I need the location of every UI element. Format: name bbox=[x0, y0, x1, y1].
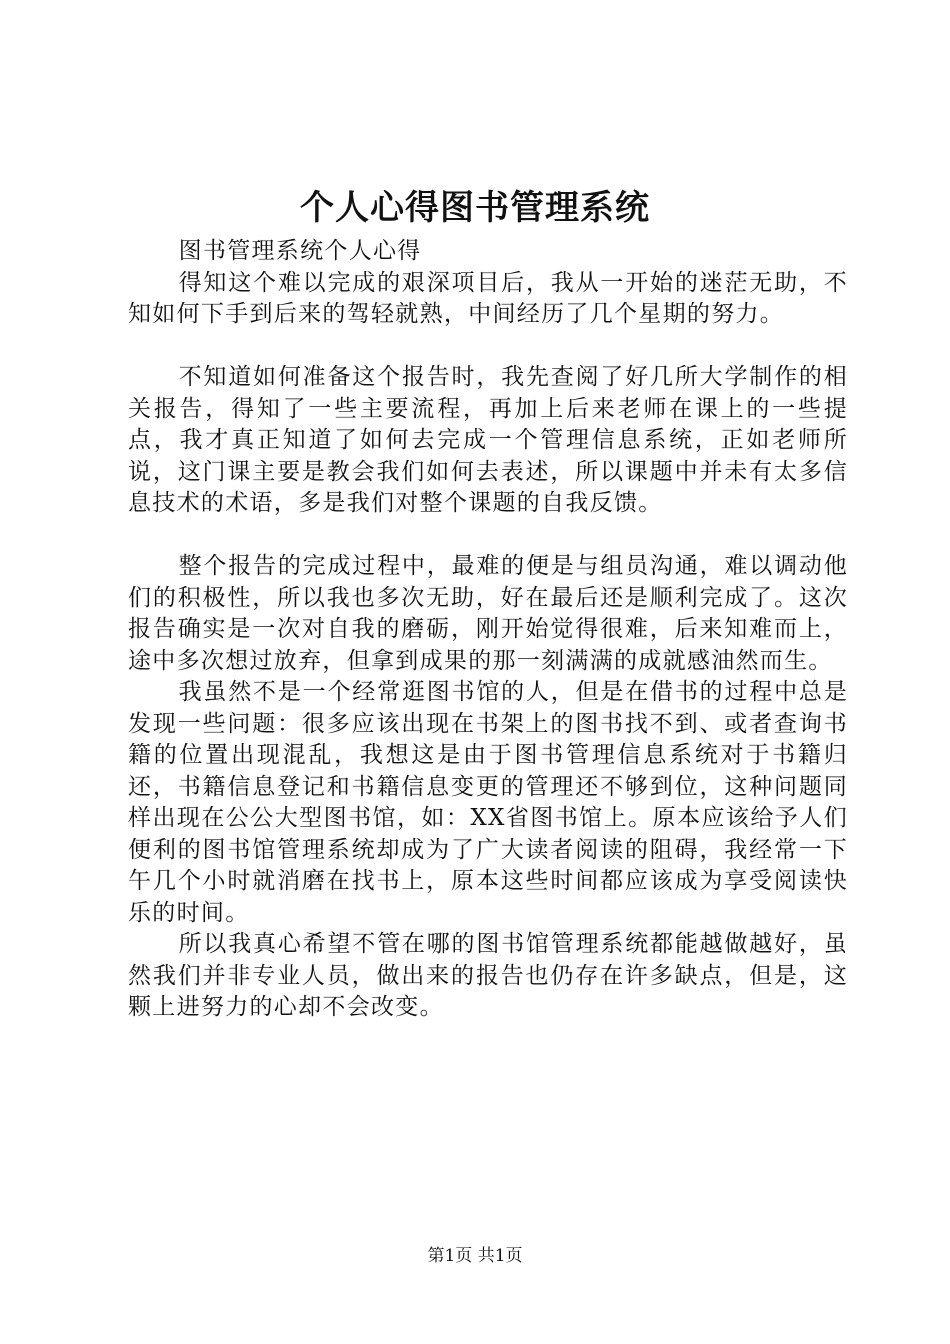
document-title: 个人心得图书管理系统 bbox=[300, 188, 650, 228]
paragraph-4: 我虽然不是一个经常逛图书馆的人，但是在借书的过程中总是发现一些问题：很多应该出现在书架上的图书找不到、或者查询书籍的位置出现混乱，我想这是由于图书管理信息系统对于书籍归还，书籍信息登记和书籍信息变更的管理还不够到位，这种问题同样出现在公公大型图书馆，如：XX省图书馆上。原本应该给予人们便利的图书馆管理系统却成为了广大读者阅读的阻碍，我经常一下午几个小时就消磨在找书上，原本这些时间都应该成为享受阅读快乐的时间。 bbox=[128, 679, 848, 926]
paragraph-3: 整个报告的完成过程中，最难的便是与组员沟通，难以调动他们的积极性，所以我也多次无助，好在最后还是顺利完成了。这次报告确实是一次对自我的磨砺，刚开始觉得很难，后来知难而上，途中多次想过放弃，但拿到成果的那一刻满满的成就感油然而生。 bbox=[128, 553, 848, 674]
paragraph-2: 不知道如何准备这个报告时，我先查阅了好几所大学制作的相关报告，得知了一些主要流程，再加上后来老师在课上的一些提点，我才真正知道了如何去完成一个管理信息系统，正如老师所说，这门课主要是教会我们如何去表述，所以课题中并未有太多信息技术的术语，多是我们对整个课题的自我反馈。 bbox=[128, 364, 848, 516]
document-body bbox=[128, 236, 848, 1024]
page-footer: 第1页 共1页 bbox=[427, 1246, 523, 1266]
paragraph-5: 所以我真心希望不管在哪的图书馆管理系统都能越做越好，虽然我们并非专业人员，做出来的报告也仍存在许多缺点，但是，这颗上进努力的心却不会改变。 bbox=[128, 931, 848, 1020]
paragraph-1: 得知这个难以完成的艰深项目后，我从一开始的迷茫无助，不知如何下手到后来的驾轻就熟，中间经历了几个星期的努力。 bbox=[128, 269, 848, 327]
paragraph-subtitle: 图书管理系统个人心得 bbox=[178, 238, 422, 264]
